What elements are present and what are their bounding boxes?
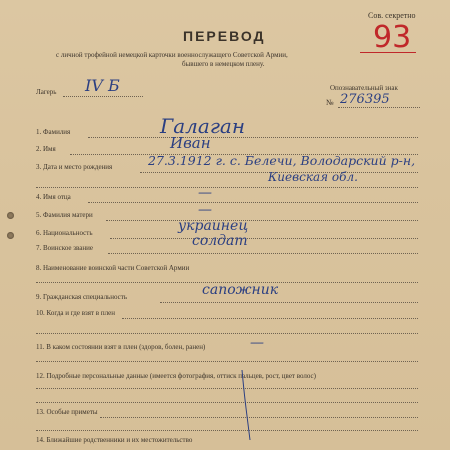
field-label-birth: 3. Дата и место рождения [36, 163, 113, 171]
id-mark-prefix: № [326, 98, 334, 107]
classification-stamp: Сов. секретно [368, 11, 416, 20]
field-value-rank: солдат [192, 233, 248, 249]
field-label-nationality: 6. Национальность [36, 229, 93, 237]
field-label-father-name: 4. Имя отца [36, 193, 71, 201]
sheet-number: 93 [373, 20, 412, 55]
field-value-civil-profession: сапожник [202, 282, 279, 298]
field-value-condition: — [250, 335, 264, 351]
field-label-military-unit: 8. Наименование воинской части Советской Армии [36, 264, 190, 272]
field-value-mother-surname: — [198, 202, 212, 218]
document-subtitle-line1: с личной трофейной немецкой карточки военнослужащего Советской Армии, [56, 51, 288, 59]
field-label-captured: 10. Когда и где взят в плен [36, 309, 115, 317]
field-label-condition: 11. В каком состоянии взят в плен (здоров, болен, ранен) [36, 343, 206, 351]
field-label-personal-data: 12. Подробные персональные данные (имеется фотография, оттиск пальцев, рост, цвет волос) [36, 372, 316, 380]
camp-label: Лагерь [36, 88, 57, 96]
document-subtitle-line2: бывшего в немецком плену. [182, 60, 265, 68]
field-value-nationality: украинец [178, 218, 249, 234]
field-label-relatives: 14. Ближайшие родственники и их местожительство [36, 436, 193, 444]
field-value-surname: Галаган [160, 114, 246, 138]
field-label-mother-surname: 5. Фамилия матери [36, 211, 93, 219]
field-label-special-marks: 13. Особые приметы [36, 408, 98, 416]
field-label-surname: 1. Фамилия [36, 128, 71, 136]
field-label-rank: 7. Воинское звание [36, 244, 93, 252]
camp-value: IV Б [85, 76, 120, 95]
id-mark-value: 276395 [340, 92, 390, 107]
field-value-birth-continued: Киевская обл. [268, 170, 358, 184]
field-value-father-name: — [198, 185, 212, 201]
field-value-birth: 27.3.1912 г. с. Белечи, Володарский р-н, [148, 153, 416, 168]
field-label-name: 2. Имя [36, 145, 56, 153]
document-title: ПЕРЕВОД [183, 28, 266, 44]
field-label-civil-profession: 9. Гражданская специальность [36, 293, 128, 301]
field-value-name: Иван [170, 134, 211, 152]
id-mark-label: Опознавательный знак [330, 84, 398, 92]
